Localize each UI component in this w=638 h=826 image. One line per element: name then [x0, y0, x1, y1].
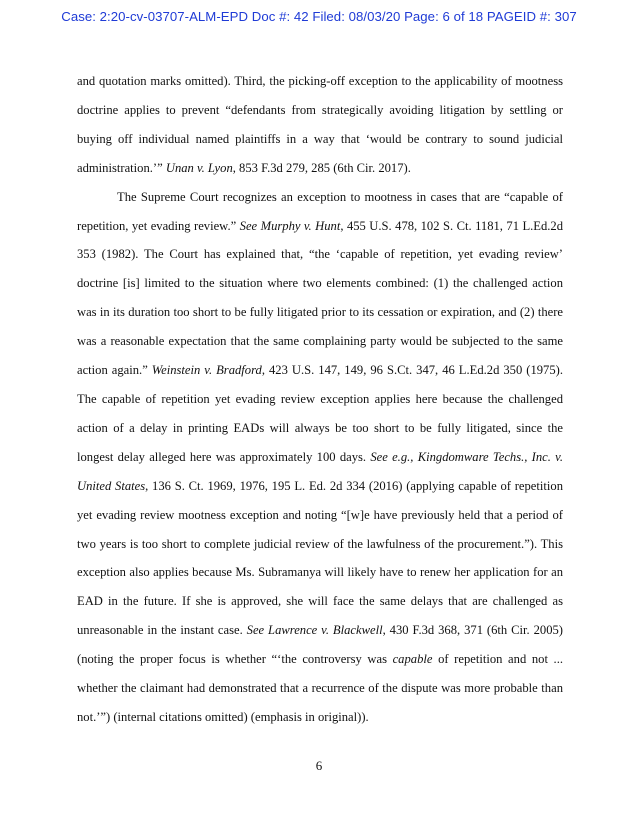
case-citation: See e.g., Kingdomware Techs., Inc. v. United States: [77, 449, 563, 493]
paragraph-mootness-picking-off: [77, 67, 563, 183]
text-run: of repetition and not ... whether the claimant had demonstrated that a recurrence of the dispute was more probable than not.’”) (internal citations omitted) (emphasis in original)).: [77, 652, 563, 724]
text-run: , 136 S. Ct. 1969, 1976, 195 L. Ed. 2d 334 (2016) (applying capable of repetition yet evading review mootness exception and noting “[w]e have previously held that a period of two years is too short to complete judicial review of the lawfulness of the procurement.”). This exception also applies because Ms. Subramanya will likely have to renew her application for an EAD in the future. If she is approved, she will face the same delays that are challenged as unreasonable in the instant case.: [77, 478, 563, 638]
text-run: , 455 U.S. 478, 102 S. Ct. 1181, 71 L.Ed.2d 353 (1982). The Court has explained that, “the ‘capable of repetition, yet evading review’ doctrine [is] limited to the situation where two elements combined: (1) the challenged action was in its duration too short to be fully litigated prior to its cessation or expiration, and (2) there was a reasonable expectation that the same complaining party would be subjected to the same action again.”: [77, 218, 564, 378]
case-citation: Unan v. Lyon: [165, 160, 233, 175]
text-run: , 853 F.3d 279, 285 (6th Cir. 2017).: [232, 160, 411, 175]
text-run: The Supreme Court recognizes an exception to mootness in cases that are “capable of repetition, yet evading review.”: [77, 189, 563, 233]
text-run: and quotation marks omitted). Third, the picking-off exception to the applicability of mootness doctrine applies to prevent “defendants from strategically avoiding litigation by settling or buying off individual named plaintiffs in a way that ‘would be contrary to sound judicial administration.’”: [77, 74, 563, 175]
case-header: Case: 2:20-cv-03707-ALM-EPD Doc #: 42 Filed: 08/03/20 Page: 6 of 18 PAGEID #: 307: [61, 9, 577, 24]
case-citation: Weinstein v. Bradford: [151, 363, 262, 378]
case-citation: See Lawrence v. Blackwell: [246, 623, 383, 638]
paragraph-capable-of-repetition: [77, 183, 563, 732]
text-run: , 423 U.S. 147, 149, 96 S.Ct. 347, 46 L.Ed.2d 350 (1975). The capable of repetition yet evading review exception applies here because the challenged action of a delay in printing EADs will always be too short to be fully litigated, since the longest delay alleged here was approximately 100 days.: [77, 363, 563, 464]
case-citation: capable: [392, 652, 433, 667]
text-run: , 430 F.3d 368, 371 (6th Cir. 2005) (noting the proper focus is whether “‘the controversy was: [77, 623, 563, 667]
page-number: 6: [315, 758, 323, 773]
document-body: [77, 67, 563, 732]
case-citation: See Murphy v. Hunt: [239, 218, 341, 233]
